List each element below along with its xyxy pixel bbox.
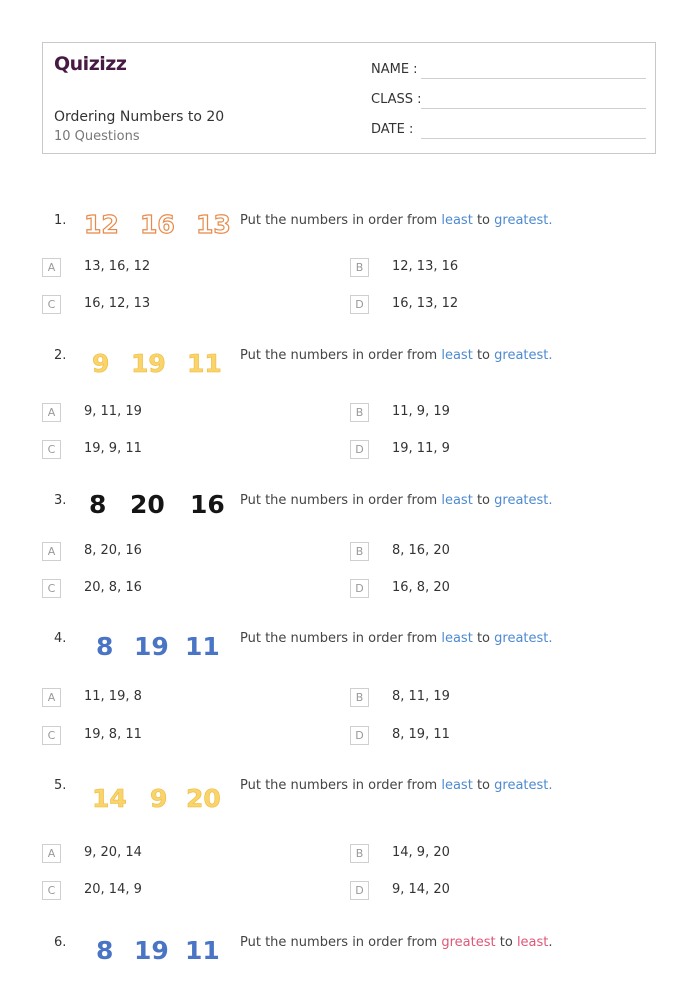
option-text: 16, 12, 13 xyxy=(84,296,151,311)
question-prompt xyxy=(240,631,553,646)
class-line xyxy=(421,108,646,109)
question-number-figure: 19 xyxy=(131,349,166,378)
option-letter-box: A xyxy=(42,542,61,561)
prompt-keyword-first: greatest xyxy=(441,935,496,950)
question-number-figure: 13 xyxy=(196,210,231,239)
option-letter-box: A xyxy=(42,844,61,863)
prompt-keyword-first: least xyxy=(441,631,473,646)
question-prompt xyxy=(240,213,553,228)
prompt-mid: to xyxy=(472,778,495,793)
option-text: 8, 11, 19 xyxy=(392,689,450,704)
option-letter-box: B xyxy=(350,688,369,707)
option-text: 8, 19, 11 xyxy=(392,727,450,742)
prompt-end: . xyxy=(548,348,553,363)
option-letter-box: C xyxy=(42,881,61,900)
option-text: 16, 13, 12 xyxy=(392,296,459,311)
date-line xyxy=(421,138,646,139)
prompt-keyword-first: least xyxy=(441,213,473,228)
prompt-keyword-second: greatest xyxy=(494,348,549,363)
question-number: 6. xyxy=(54,935,67,950)
prompt-end: . xyxy=(548,213,553,228)
prompt-mid: to xyxy=(472,213,495,228)
option-letter-box: D xyxy=(350,579,369,598)
question-number: 2. xyxy=(54,348,67,363)
option-text: 12, 13, 16 xyxy=(392,259,459,274)
question-number: 3. xyxy=(54,493,67,508)
option-text: 20, 8, 16 xyxy=(84,580,142,595)
question-number-figure: 8 xyxy=(89,490,107,519)
prompt-keyword-second: greatest xyxy=(494,213,549,228)
question-number-figure: 19 xyxy=(134,632,169,661)
option-text: 13, 16, 12 xyxy=(84,259,151,274)
option-letter-box: C xyxy=(42,579,61,598)
class-label: CLASS : xyxy=(371,92,422,107)
question-number-figure: 11 xyxy=(187,349,222,378)
prompt-mid: to xyxy=(472,348,495,363)
worksheet-header xyxy=(42,42,656,154)
prompt-keyword-first: least xyxy=(441,348,473,363)
date-label: DATE : xyxy=(371,122,414,137)
question-number-figure: 12 xyxy=(84,210,119,239)
prompt-prefix: Put the numbers in order from xyxy=(240,631,442,646)
option-text: 19, 8, 11 xyxy=(84,727,142,742)
question-number-figure: 9 xyxy=(92,349,110,378)
option-letter-box: D xyxy=(350,726,369,745)
question-prompt xyxy=(240,778,553,793)
option-text: 19, 11, 9 xyxy=(392,441,450,456)
prompt-prefix: Put the numbers in order from xyxy=(240,493,442,508)
question-number-figure: 14 xyxy=(92,784,127,813)
question-prompt xyxy=(240,493,553,508)
option-letter-box: B xyxy=(350,258,369,277)
question-count: 10 Questions xyxy=(54,129,140,144)
option-text: 20, 14, 9 xyxy=(84,882,142,897)
worksheet-title: Ordering Numbers to 20 xyxy=(54,109,225,125)
question-number: 5. xyxy=(54,778,67,793)
quizizz-logo: Quizizz xyxy=(54,53,127,75)
option-text: 16, 8, 20 xyxy=(392,580,450,595)
question-number-figure: 8 xyxy=(96,632,114,661)
question-number-figure: 9 xyxy=(150,784,168,813)
option-text: 9, 20, 14 xyxy=(84,845,142,860)
question-prompt xyxy=(240,935,553,950)
prompt-keyword-first: least xyxy=(441,778,473,793)
option-text: 9, 11, 19 xyxy=(84,404,142,419)
question-prompt xyxy=(240,348,553,363)
prompt-mid: to xyxy=(472,493,495,508)
question-number: 4. xyxy=(54,631,67,646)
option-text: 8, 20, 16 xyxy=(84,543,142,558)
prompt-mid: to xyxy=(472,631,495,646)
question-number: 1. xyxy=(54,213,67,228)
question-number-figure: 20 xyxy=(186,784,221,813)
prompt-keyword-first: least xyxy=(441,493,473,508)
question-number-figure: 16 xyxy=(140,210,175,239)
option-letter-box: C xyxy=(42,726,61,745)
option-letter-box: A xyxy=(42,403,61,422)
prompt-keyword-second: greatest xyxy=(494,493,549,508)
option-letter-box: D xyxy=(350,881,369,900)
name-line xyxy=(421,78,646,79)
question-number-figure: 20 xyxy=(130,490,165,519)
prompt-mid: to xyxy=(495,935,517,950)
prompt-end: . xyxy=(548,631,553,646)
question-number-figure: 19 xyxy=(134,936,169,965)
prompt-end: . xyxy=(548,493,553,508)
prompt-prefix: Put the numbers in order from xyxy=(240,778,442,793)
prompt-keyword-second: greatest xyxy=(494,778,549,793)
prompt-end: . xyxy=(548,778,553,793)
option-letter-box: B xyxy=(350,403,369,422)
option-text: 19, 9, 11 xyxy=(84,441,142,456)
question-number-figure: 11 xyxy=(185,936,220,965)
prompt-prefix: Put the numbers in order from xyxy=(240,213,442,228)
prompt-keyword-second: greatest xyxy=(494,631,549,646)
option-letter-box: D xyxy=(350,440,369,459)
option-letter-box: B xyxy=(350,542,369,561)
option-text: 8, 16, 20 xyxy=(392,543,450,558)
option-letter-box: B xyxy=(350,844,369,863)
option-text: 11, 9, 19 xyxy=(392,404,450,419)
prompt-prefix: Put the numbers in order from xyxy=(240,935,442,950)
option-text: 14, 9, 20 xyxy=(392,845,450,860)
question-number-figure: 11 xyxy=(185,632,220,661)
question-number-figure: 16 xyxy=(190,490,225,519)
option-letter-box: D xyxy=(350,295,369,314)
prompt-prefix: Put the numbers in order from xyxy=(240,348,442,363)
option-letter-box: A xyxy=(42,258,61,277)
option-text: 9, 14, 20 xyxy=(392,882,450,897)
option-letter-box: C xyxy=(42,440,61,459)
prompt-end: . xyxy=(548,935,553,950)
option-letter-box: C xyxy=(42,295,61,314)
question-number-figure: 8 xyxy=(96,936,114,965)
option-text: 11, 19, 8 xyxy=(84,689,142,704)
option-letter-box: A xyxy=(42,688,61,707)
prompt-keyword-second: least xyxy=(516,935,549,950)
name-label: NAME : xyxy=(371,62,418,77)
